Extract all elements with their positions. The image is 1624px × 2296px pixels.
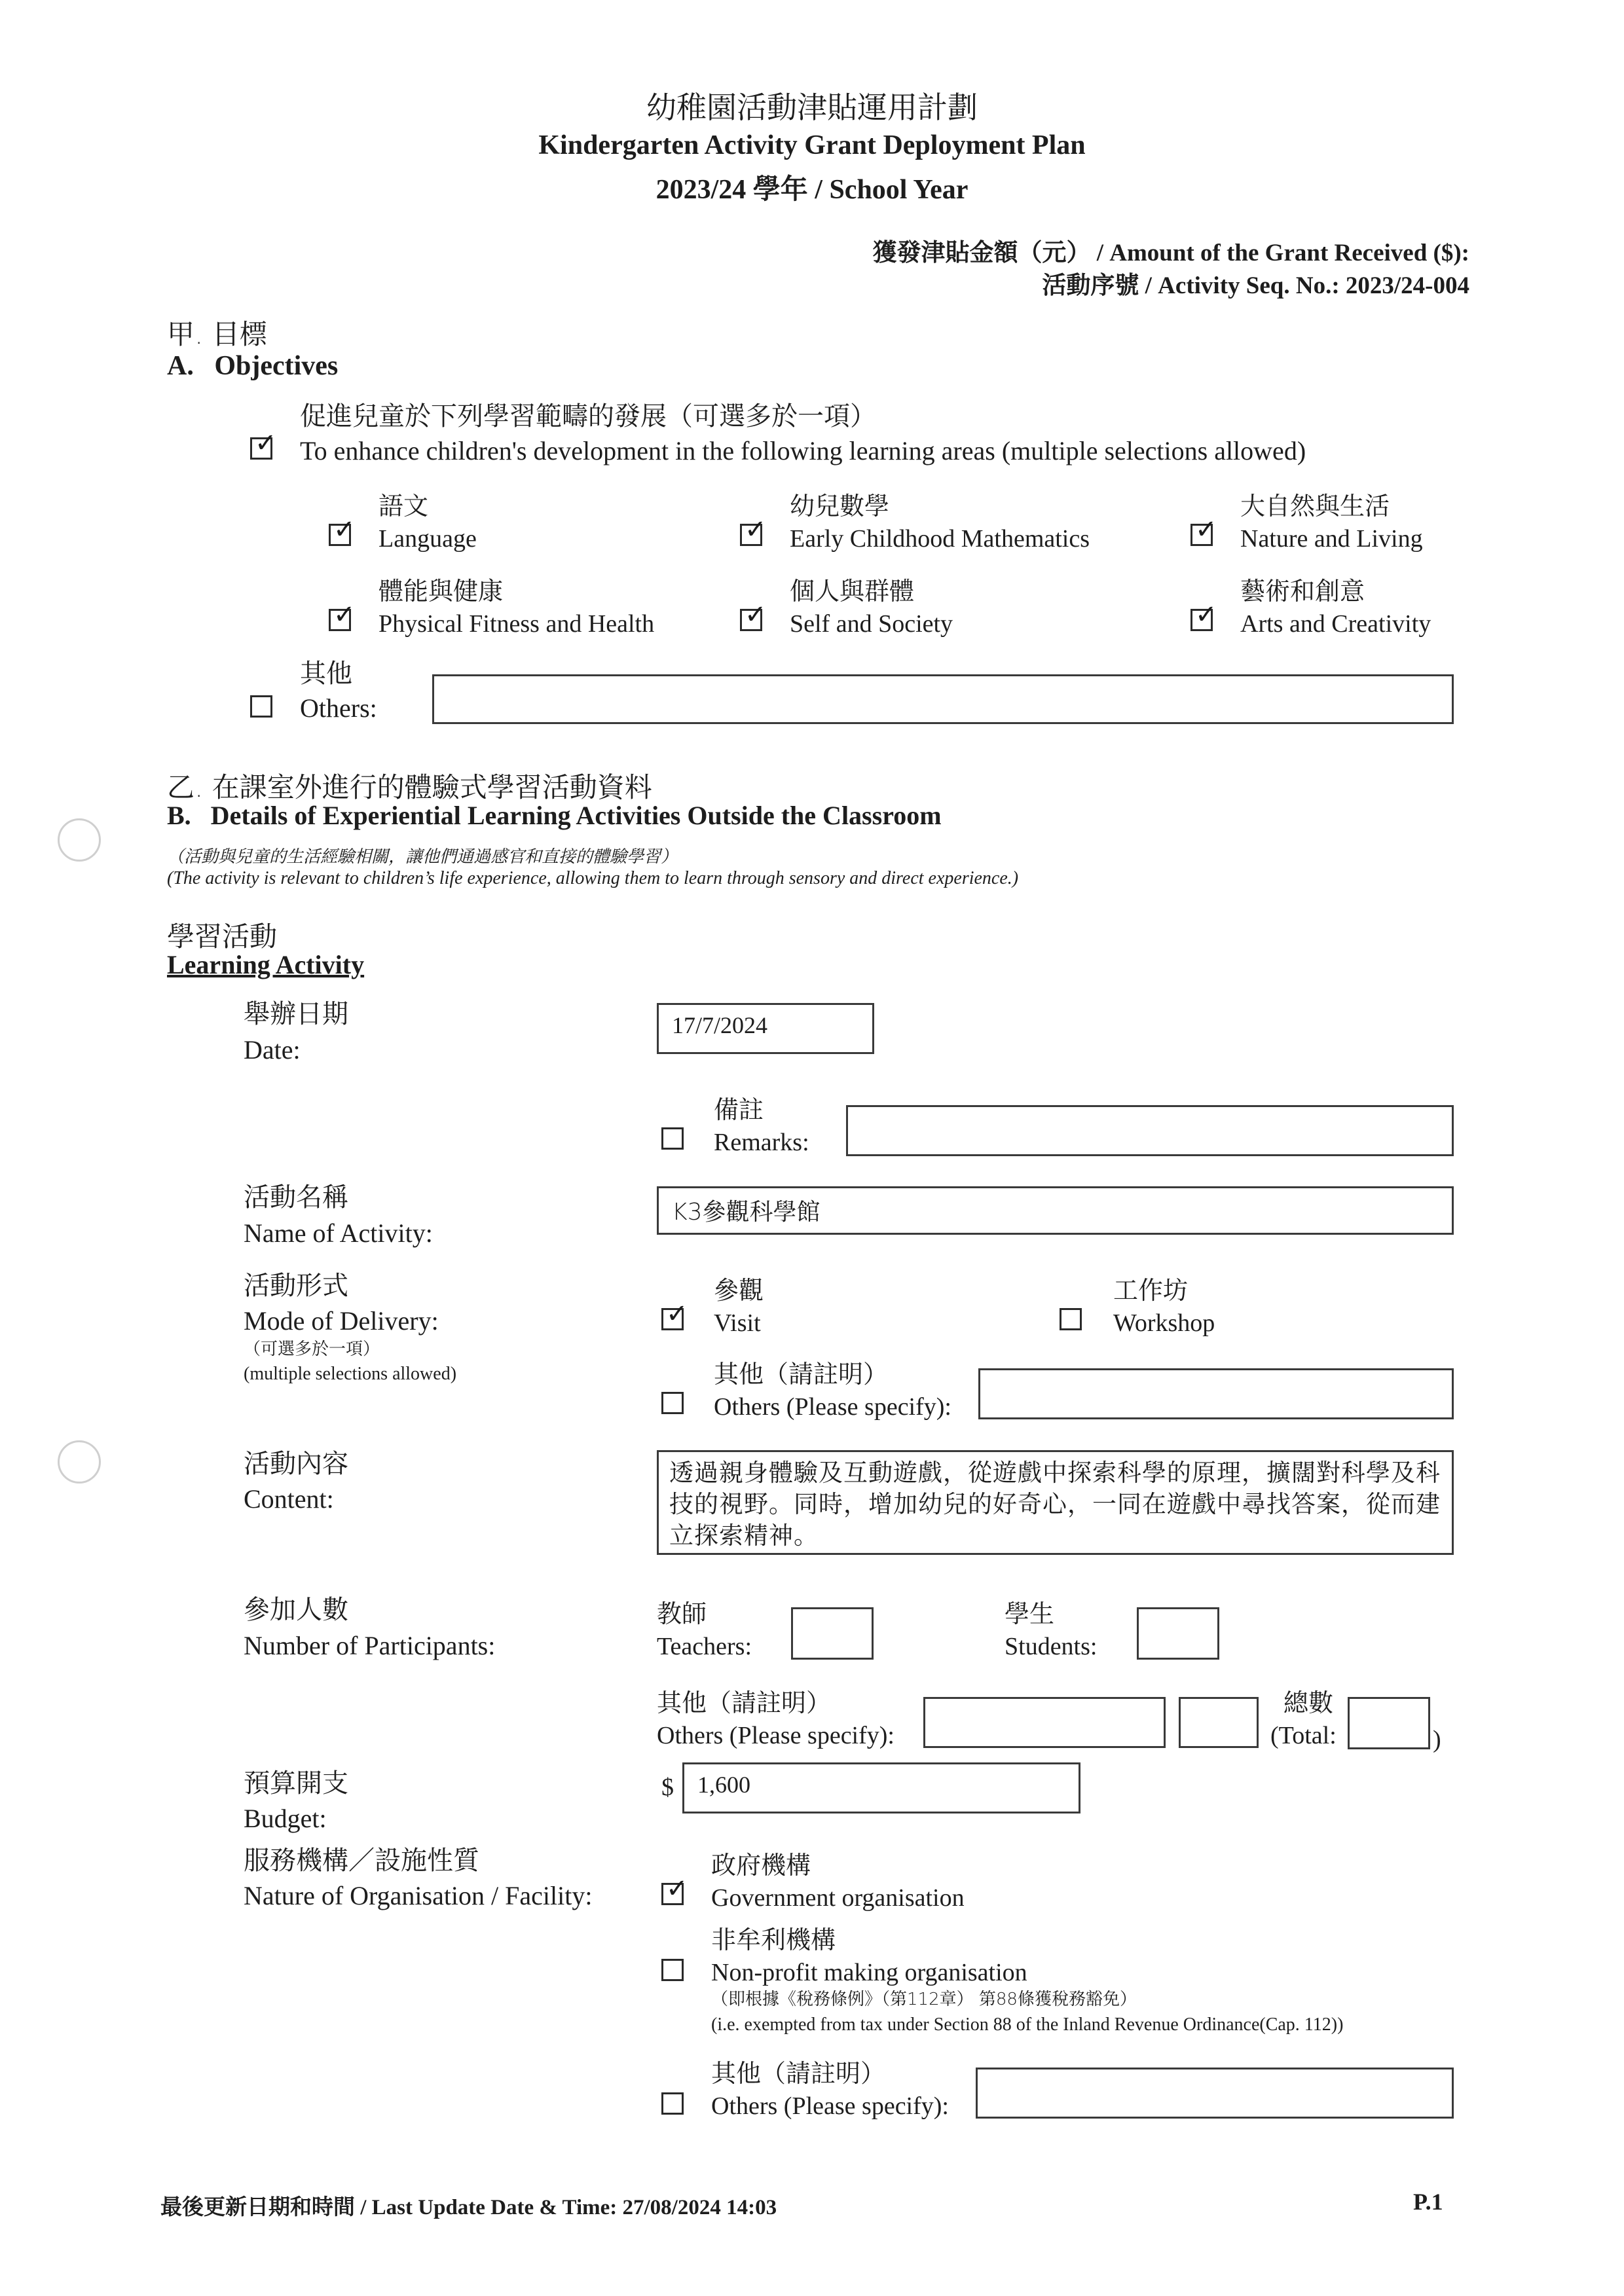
participants-others-label-en: Others (Please specify): [657, 1722, 895, 1749]
visit-label-en: Visit [714, 1309, 761, 1337]
area-fitness-en: Physical Fitness and Health [378, 610, 655, 638]
others-objective-field[interactable] [432, 674, 1454, 724]
section-b-note-zh: （活動與兒童的生活經驗相關，讓他們通過感官和直接的體驗學習） [167, 847, 678, 867]
workshop-label-en: Workshop [1113, 1309, 1215, 1337]
workshop-label-zh: 工作坊 [1113, 1276, 1189, 1305]
area-nature-checkbox[interactable] [1190, 515, 1217, 546]
check-mark-icon: ✓ [255, 428, 277, 458]
activity-seq-label: 活動序號 / Activity Seq. No.: 2023/24-004 [1042, 272, 1469, 299]
check-mark-icon: ✓ [666, 1874, 688, 1904]
area-arts-zh: 藝術和創意 [1240, 577, 1365, 606]
area-arts-en: Arts and Creativity [1240, 610, 1431, 638]
section-b-heading-zh: 乙. 在課室外進行的體驗式學習活動資料 [167, 771, 652, 803]
area-nature-en: Nature and Living [1240, 525, 1423, 553]
non-profit-label-zh: 非牟利機構 [711, 1925, 836, 1954]
learning-activity-heading-en: Learning Activity [167, 950, 365, 979]
government-label-zh: 政府機構 [711, 1851, 811, 1880]
non-profit-note-en: (i.e. exempted from tax under Section 88 of the Inland Revenue Ordinance(Cap. 112)) [711, 2014, 1344, 2035]
mode-others-label-en: Others (Please specify): [714, 1393, 951, 1421]
area-arts-checkbox[interactable] [1190, 600, 1217, 631]
government-checkbox[interactable] [661, 1874, 688, 1905]
content-label-en: Content: [244, 1484, 334, 1514]
non-profit-label-en: Non-profit making organisation [711, 1959, 1027, 1986]
section-b-note-en: (The activity is relevant to children’s life experience, allowing them to learn through sensory and direct experience.) [167, 868, 1019, 888]
total-close-paren: ) [1433, 1726, 1441, 1753]
section-a-heading-en: A. Objectives [167, 351, 339, 381]
check-mark-icon: ✓ [1195, 600, 1217, 630]
area-math-en: Early Childhood Mathematics [790, 525, 1090, 553]
section-b-heading-en: B. Details of Experiential Learning Activities Outside the Classroom [167, 801, 942, 830]
date-label-zh: 舉辦日期 [244, 999, 348, 1029]
others-objective-en: Others: [300, 693, 377, 723]
mode-note-zh: （可選多於一項） [244, 1339, 380, 1359]
government-label-en: Government organisation [711, 1884, 965, 1912]
budget-currency: $ [661, 1774, 674, 1801]
students-field[interactable] [1137, 1607, 1219, 1660]
organisation-others-field[interactable] [976, 2068, 1454, 2119]
participants-others-count-field[interactable] [1179, 1697, 1259, 1748]
area-society-en: Self and Society [790, 610, 953, 638]
area-fitness-checkbox[interactable] [329, 600, 356, 631]
school-year: 2023/24 學年 / School Year [655, 175, 969, 205]
workshop-checkbox[interactable] [1060, 1308, 1082, 1330]
students-label-en: Students: [1005, 1633, 1098, 1660]
area-society-checkbox[interactable] [740, 600, 767, 631]
remarks-checkbox[interactable] [661, 1127, 684, 1150]
content-field[interactable]: 透過親身體驗及互動遊戲，從遊戲中探索科學的原理，擴闊對科學及科技的視野。同時，增加幼兒的好奇心，一同在遊戲中尋找答案，從而建立探索精神。 [657, 1450, 1454, 1555]
participants-label-en: Number of Participants: [244, 1631, 496, 1660]
remarks-label-en: Remarks: [714, 1129, 809, 1156]
page-number: P.1 [1413, 2189, 1443, 2215]
organisation-label-zh: 服務機構／設施性質 [244, 1846, 479, 1876]
visit-label-zh: 參觀 [714, 1276, 764, 1305]
title-en: Kindergarten Activity Grant Deployment Plan [538, 130, 1086, 160]
check-mark-icon: ✓ [745, 600, 767, 630]
organisation-others-checkbox[interactable] [661, 2092, 684, 2115]
grant-amount-label: 獲發津貼金額（元） / Amount of the Grant Received ($): [872, 240, 1469, 266]
non-profit-note-zh: （即根據《稅務條例》（第112章） 第88條獲稅務豁免） [711, 1990, 1137, 2009]
budget-label-zh: 預算開支 [244, 1768, 348, 1798]
last-update: 最後更新日期和時間 / Last Update Date & Time: 27/08/2024 14:03 [160, 2196, 777, 2219]
punch-hole-top [58, 818, 101, 862]
others-objective-checkbox[interactable] [250, 695, 272, 718]
mode-label-en: Mode of Delivery: [244, 1306, 439, 1336]
check-mark-icon: ✓ [333, 600, 356, 630]
section-a-heading-zh: 甲. 目標 [167, 318, 267, 350]
mode-label-zh: 活動形式 [244, 1271, 348, 1301]
check-mark-icon: ✓ [745, 515, 767, 545]
mode-others-checkbox[interactable] [661, 1392, 684, 1414]
mode-note-en: (multiple selections allowed) [244, 1364, 457, 1384]
title-zh: 幼稚園活動津貼運用計劃 [646, 90, 978, 125]
area-fitness-zh: 體能與健康 [378, 577, 504, 606]
check-mark-icon: ✓ [333, 515, 356, 545]
content-label-zh: 活動內容 [244, 1449, 348, 1479]
activity-name-label-en: Name of Activity: [244, 1218, 433, 1248]
learning-activity-heading-zh: 學習活動 [167, 920, 278, 953]
total-field[interactable] [1348, 1697, 1430, 1749]
area-language-en: Language [378, 525, 477, 553]
area-society-zh: 個人與群體 [790, 577, 915, 606]
check-mark-icon: ✓ [666, 1299, 688, 1329]
teachers-label-zh: 教師 [657, 1599, 707, 1628]
mode-others-label-zh: 其他（請註明） [714, 1360, 889, 1389]
area-nature-zh: 大自然與生活 [1240, 492, 1390, 520]
date-label-en: Date: [244, 1035, 301, 1065]
activity-name-label-zh: 活動名稱 [244, 1182, 348, 1212]
participants-others-field[interactable] [923, 1697, 1166, 1748]
total-label-zh: 總數 [1283, 1688, 1334, 1717]
teachers-label-en: Teachers: [657, 1633, 752, 1660]
total-label-en: (Total: [1270, 1722, 1337, 1749]
budget-label-en: Budget: [244, 1804, 327, 1833]
mode-others-field[interactable] [978, 1368, 1454, 1419]
organisation-others-label-zh: 其他（請註明） [711, 2059, 886, 2088]
organisation-others-label-en: Others (Please specify): [711, 2092, 949, 2120]
enhance-label-en: To enhance children's development in the following learning areas (multiple selections allowed) [300, 436, 1306, 465]
remarks-field[interactable] [846, 1105, 1454, 1156]
others-objective-zh: 其他 [300, 659, 352, 689]
area-language-zh: 語文 [378, 492, 429, 520]
teachers-field[interactable] [791, 1607, 874, 1660]
area-math-checkbox[interactable] [740, 515, 767, 546]
area-language-checkbox[interactable] [329, 515, 356, 546]
enhance-checkbox[interactable] [250, 428, 277, 460]
enhance-label-zh: 促進兒童於下列學習範疇的發展（可選多於一項） [300, 401, 876, 431]
check-mark-icon: ✓ [1195, 515, 1217, 545]
participants-label-zh: 參加人數 [244, 1595, 348, 1625]
non-profit-checkbox[interactable] [661, 1959, 684, 1981]
organisation-label-en: Nature of Organisation / Facility: [244, 1881, 593, 1910]
punch-hole-bottom [58, 1440, 101, 1484]
students-label-zh: 學生 [1005, 1599, 1055, 1628]
activity-name-field[interactable]: K3參觀科學館 [657, 1186, 1454, 1235]
remarks-label-zh: 備註 [714, 1095, 764, 1124]
visit-checkbox[interactable] [661, 1299, 688, 1330]
budget-field[interactable]: 1,600 [682, 1762, 1080, 1813]
area-math-zh: 幼兒數學 [790, 492, 890, 520]
date-field[interactable]: 17/7/2024 [657, 1003, 874, 1054]
participants-others-label-zh: 其他（請註明） [657, 1688, 832, 1717]
